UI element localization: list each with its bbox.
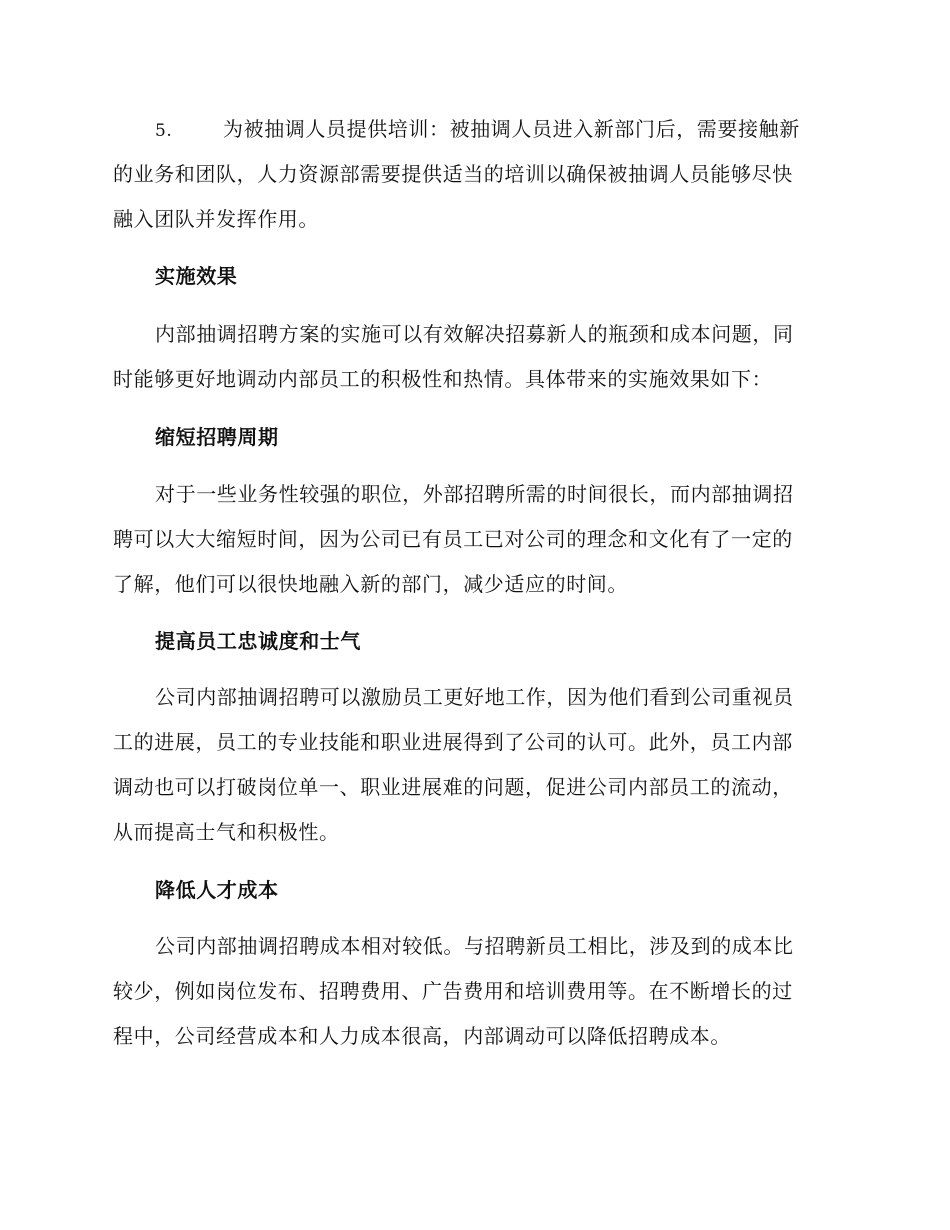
paragraph-line: 的业务和团队，人力资源部需要提供适当的培训以确保被抽调人员能够尽快 bbox=[113, 162, 793, 186]
paragraph-line: 聘可以大大缩短时间，因为公司已有员工已对公司的理念和文化有了一定的 bbox=[113, 527, 793, 551]
paragraph-line: 融入团队并发挥作用。 bbox=[113, 207, 319, 231]
paragraph-line: 程中，公司经营成本和人力成本很高，内部调动可以降低招聘成本。 bbox=[113, 1024, 731, 1048]
list-item-5 bbox=[113, 107, 833, 242]
list-item-number: 5. bbox=[155, 121, 173, 141]
paragraph-line: 公司内部抽调招聘成本相对较低。与招聘新员工相比，涉及到的成本比 bbox=[155, 934, 794, 958]
paragraph-cost bbox=[113, 924, 833, 1059]
paragraph-line: 公司内部抽调招聘可以激励员工更好地工作，因为他们看到公司重视员 bbox=[155, 685, 794, 709]
paragraph-line: 了解，他们可以很快地融入新的部门，减少适应的时间。 bbox=[113, 572, 628, 596]
paragraph-line: 时能够更好地调动内部员工的积极性和热情。具体带来的实施效果如下： bbox=[113, 367, 773, 391]
paragraph-line: 从而提高士气和积极性。 bbox=[113, 820, 340, 844]
section-heading-morale: 提高员工忠诚度和士气 bbox=[155, 629, 361, 653]
paragraph-shorten bbox=[113, 472, 833, 607]
paragraph-effect bbox=[113, 312, 833, 402]
list-item-5-line-1 bbox=[113, 107, 833, 152]
paragraph-morale bbox=[113, 675, 833, 855]
list-item-text: 为被抽调人员提供培训：被抽调人员进入新部门后，需要接触新 bbox=[223, 117, 800, 141]
paragraph-line: 内部抽调招聘方案的实施可以有效解决招募新人的瓶颈和成本问题，同 bbox=[155, 322, 794, 346]
section-heading-effect: 实施效果 bbox=[155, 264, 238, 288]
paragraph-line: 工的进展，员工的专业技能和职业进展得到了公司的认可。此外，员工内部 bbox=[113, 730, 793, 754]
paragraph-line: 较少，例如岗位发布、招聘费用、广告费用和培训费用等。在不断增长的过 bbox=[113, 979, 793, 1003]
section-heading-cost: 降低人才成本 bbox=[155, 878, 279, 902]
section-heading-shorten: 缩短招聘周期 bbox=[155, 425, 279, 449]
paragraph-line: 调动也可以打破岗位单一、职业进展难的问题，促进公司内部员工的流动， bbox=[113, 775, 793, 799]
paragraph-line: 对于一些业务性较强的职位，外部招聘所需的时间很长，而内部抽调招 bbox=[155, 482, 794, 506]
